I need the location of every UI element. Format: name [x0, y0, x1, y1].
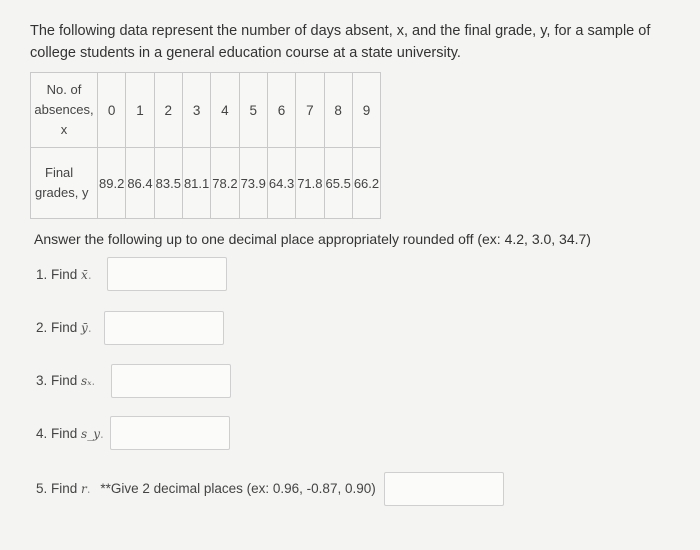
- y-value: 86.4: [126, 148, 154, 219]
- grades-header: [31, 148, 98, 219]
- y-value: 65.5: [324, 148, 352, 219]
- x-value: 6: [267, 73, 295, 148]
- y-value: 66.2: [352, 148, 380, 219]
- decimal-note: **Give 2 decimal places (ex: 0.96, -0.87, 0.90): [100, 481, 376, 496]
- x-value: 3: [182, 73, 210, 148]
- y-value: 89.2: [98, 148, 126, 219]
- question-label: 1. Find: [36, 267, 78, 282]
- table-row-absences: [31, 73, 381, 148]
- question-label: 5. Find: [36, 481, 78, 496]
- y-value: 64.3: [267, 148, 295, 219]
- x-bar-symbol: x̄: [81, 268, 88, 282]
- question-5: [36, 481, 376, 496]
- s-x-symbol: sₓ: [81, 374, 92, 388]
- x-value: 4: [211, 73, 239, 148]
- question-3: [36, 373, 95, 388]
- x-value: 2: [154, 73, 182, 148]
- r-symbol: r: [81, 482, 87, 496]
- answer-input-s-y[interactable]: [110, 416, 230, 450]
- absences-header: [31, 73, 98, 148]
- x-value: 1: [126, 73, 154, 148]
- x-value: 8: [324, 73, 352, 148]
- y-value: 81.1: [182, 148, 210, 219]
- y-value: 78.2: [211, 148, 239, 219]
- period: .: [87, 267, 92, 282]
- instructions: Answer the following up to one decimal place appropriately rounded off (ex: 4.2, 3.0, 34.7): [34, 231, 591, 247]
- question-label: 3. Find: [36, 373, 78, 388]
- y-value: 83.5: [154, 148, 182, 219]
- question-label: 4. Find: [36, 426, 78, 441]
- x-value: 0: [98, 73, 126, 148]
- x-value: 7: [296, 73, 324, 148]
- problem-statement: The following data represent the number of days absent, x, and the final grade, y, for a sample of college students in a general education course at a state university.: [30, 23, 651, 61]
- data-table: [30, 72, 381, 219]
- question-label: 2. Find: [36, 320, 78, 335]
- header-line: x: [60, 122, 68, 137]
- header-line: grades, y: [35, 185, 89, 200]
- s-y-symbol: s_y: [81, 427, 100, 441]
- x-value: 9: [352, 73, 380, 148]
- answer-input-s-x[interactable]: [111, 364, 231, 398]
- period: .: [91, 373, 96, 388]
- answer-input-x-bar[interactable]: [107, 257, 227, 291]
- question-1: [36, 267, 92, 282]
- question-2: [36, 320, 92, 335]
- answer-input-y-bar[interactable]: [104, 311, 224, 345]
- x-value: 5: [239, 73, 267, 148]
- header-line: Final: [45, 165, 74, 180]
- table-row-grades: [31, 148, 381, 219]
- y-value: 71.8: [296, 148, 324, 219]
- period: .: [86, 481, 91, 496]
- y-bar-symbol: ȳ: [81, 321, 88, 335]
- period: .: [99, 426, 104, 441]
- y-value: 73.9: [239, 148, 267, 219]
- question-4: [36, 426, 104, 441]
- header-line: absences,: [34, 102, 94, 117]
- answer-input-r[interactable]: [384, 472, 504, 506]
- header-line: No. of: [46, 82, 82, 97]
- period: .: [87, 320, 92, 335]
